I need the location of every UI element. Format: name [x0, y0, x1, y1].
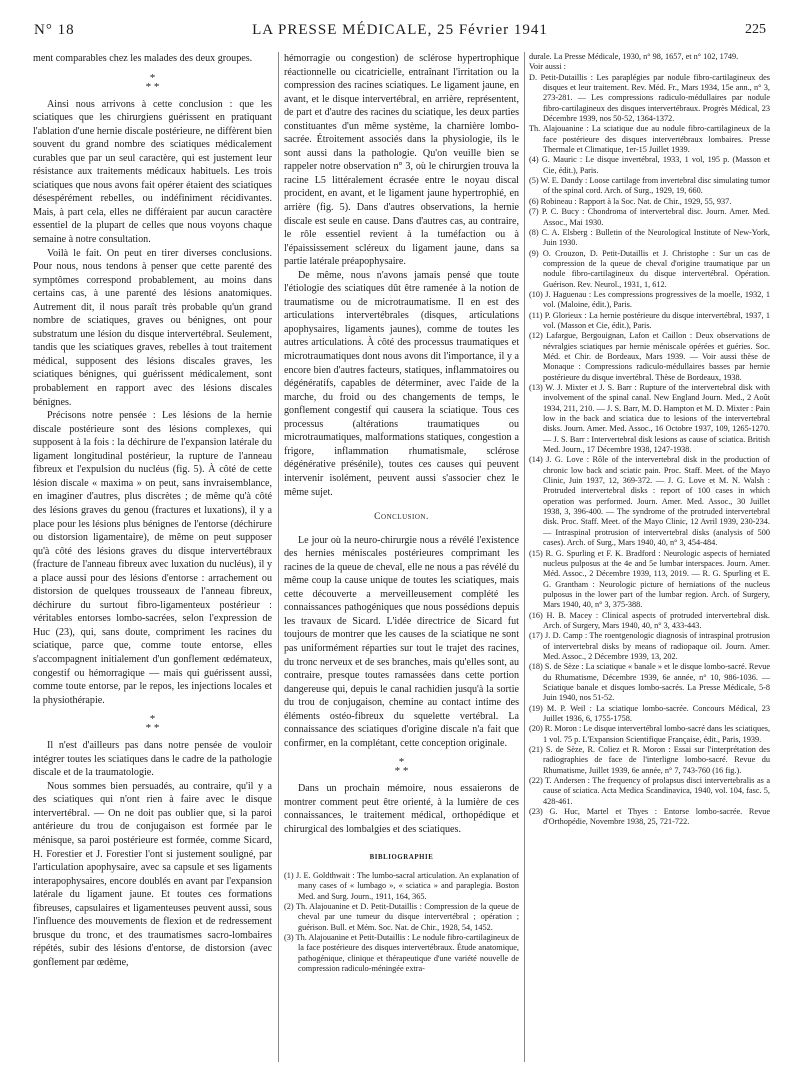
bibliography-entry: (15) R. G. Spurling et F. K. Bradford : Neurologic aspects of herniated nucleus pulposus at the 4e and 5e lumbar interspaces. Journ. Amer. Méd. Assoc., 2 Décembre 1939, 113, 2019. — R. G. Spurling et E. G. Grantham : Neurologic picture of herniations of the nucleus pulposus in the lower part of the lumbar region. Arch. of Surgery, Mars 1940, 40, n° 3, 375-388. [529, 548, 770, 610]
bibliography-entry: (17) J. D. Camp : The roentgenologic diagnosis of intraspinal protrusion of intervertebral disks by means of radiopaque oil. Journ. Amer. Med. Assoc., 2 Décembre 1939, 13, 202. [529, 631, 770, 661]
bibliography-entry: (4) G. Mauric : Le disque invertébral, 1933, 1 vol, 195 p. (Masson et Cie, édit.), Paris. [529, 155, 770, 175]
paragraph: Voilà le fait. On peut en tirer diverses conclusions. Pour nous, nous tendons à penser que cette parenté des symptômes correspond probablement, au moins dans certains cas, à une parenté des lésions anatomiques. Autrement dit, il nous paraît très probable qu'un grand nombre de sciatiques, graves ou bénignes, ont pour substratum une lésion du disque intervertébral. Seulement, tandis que les sciatiques graves, rebelles à tout traitement médical, supposent des lésions discales graves, les sciatiques bénignes, qui guérissent médicalement, sont probablement en rapport avec des lésions discales bénignes. [33, 247, 272, 408]
bibliography-entry: (13) W. J. Mixter et J. S. Barr : Rupture of the intervertebral disk with involvement of the spinal canal. New England Journ. Med., 2 Août 1934, 211, 210. — J. S. Barr, M. D. Hampton et M. D. Mixter : Pain low in the back and sciatica due to lesions of the intervertebral disks. Journ. Amer. Med. Assoc., 16 Octobre 1937, 109, 1265-1270. — J. S. Barr : Intervertebral disk lesions as cause of sciatica. British Med. Journ., 17 Décembre 1938, 1247-1938. [529, 383, 770, 455]
section-separator: * * * [145, 713, 160, 735]
bibliography-entry: (14) J. G. Love : Rôle of the intervertebral disk in the production of chronic low back and sciatic pain. Proc. Staff. Meet. of the Mayo Clinic, Juin 1937, 12, 369-372. — J. G. Love et M. N. Walsh : Protruded intervertebral disks : report of 100 cases in which operation was performed. Journ. Amer. Med. Assoc., 30 Juillet 1938, 3, 396-400. — The syndrome of the protruded intervertebral disk. Proc. Staff. Meet. of the Mayo Clinic, 12 Avril 1939, 230-234. — Intraspinal protrusion of intervertebral disks (analysis of 500 cases). Arch. of Surg., Mars 1940, 40, n° 3, 454-484. [529, 455, 770, 548]
paragraph: Dans un prochain mémoire, nous essaierons de montrer comment peut être orienté, à la lumière de ces connaissances, le traitement médical, orthopédique et chirurgical des lombalgies et des sciatiques. [284, 783, 519, 835]
bibliography-entry: (11) P. Glorieux : La hernie postérieure du disque intervertébral, 1937, 1 vol. (Masson et Cie, édit.), Paris. [529, 310, 770, 330]
bibliography-entry: (7) P. C. Bucy : Chondroma of intervertebral disc. Journ. Amer. Med. Assoc., Mai 1930. [529, 207, 770, 227]
bibliography-entry: Voir aussi : [529, 62, 566, 72]
bibliography-entry: (6) Robineau : Rapport à la Soc. Nat. de Chir., 1929, 55, 937. [529, 196, 732, 206]
section-separator: * * * [394, 756, 409, 778]
bibliography-entry: (5) W. E. Dandy : Loose cartilage from invertebral disc simulating tumor of the spinal cord. Arch. of Surg., 1929, 19, 660. [529, 176, 770, 196]
column-2 [284, 52, 519, 975]
page-number: 225 [745, 22, 766, 37]
issue-number: N° 18 [34, 22, 75, 38]
bibliography-entry: (3) Th. Alajouanine et Petit-Dutaillis : Le nodule fibro-cartilagineux de la face postérieure des disques intervertébraux. Étude anatomique, pathogénique, clinique et thérapeutique d'une variété nouvelle de compression radiculo-méningée extra- [284, 933, 519, 974]
section-separator: * * * [145, 71, 160, 93]
column-rule-2 [524, 52, 525, 1062]
paragraph: Il n'est d'ailleurs pas dans notre pensée de vouloir intégrer toutes les sciatiques dans le cadre de la pathologie discale et de la traumatologie. [33, 740, 272, 779]
page-header [34, 22, 766, 44]
bibliography-heading: BIBLIOGRAPHIE [369, 853, 434, 861]
bibliography-entry: (2) Th. Alajouanine et D. Petit-Dutaillis : Compression de la queue de cheval par une tumeur du disque intervertébral ; opération ; guérison. Bull. et Mém. Soc. Nat. de Chir., 1928, 54, 1452. [284, 902, 519, 932]
column-3-bibliography [529, 52, 770, 828]
bibliography-entry: (18) S. de Sèze : La sciatique « banale » et le disque lombo-sacré. Revue du Rhumatisme, Décembre 1939, 6e année, n° 10, 986-1036. — Sciatique banale et disques lombo-sacrés. La Presse Médicale, 5-8 Juin 1940, nos 51-52. [529, 662, 770, 703]
bibliography-entry: D. Petit-Dutaillis : Les paraplégies par nodule fibro-cartilagineux des disques et leur traitement. Rev. Méd. Fr., Mars 1934, 15e ann., n° 3, 273-281. — Les compressions radiculo-médullaires par nodule fibro-cartilagineux des disques intervertébraux. Progrès Médical, 23 Décembre 1939, nos 50-52, 1364-1372. [529, 72, 770, 124]
bibliography-entry: Th. Alajouanine : La sciatique due au nodule fibro-cartilagineux de la face postérieure des disques intervertébraux lombaires. Presse Thermale et Climatique, 1er-15 Juillet 1939. [529, 124, 770, 155]
paragraph: Ainsi nous arrivons à cette conclusion : que les sciatiques que les chirurgiens guérissent en pratiquant l'ablation d'une hernie discale postérieure, ne diffèrent bien souvent du grand nombre des sciatiques médicalement curables que par un seul caractère, qui est justement leur résistance aux traitements médicaux habituels. Les trois sciatiques que nous avons fait opérer étaient des sciatiques désespérément rebelles, ou indéfiniment récidivantes. Mais, à part cela, elles ne différaient par aucun caractère essentiel de la plupart de celles que nous voyons chaque semaine à notre consultation. [33, 98, 272, 246]
bibliography-entry: (22) T. Andersen : The frequency of prolapsus disci intervertebralis as a cause of sciatica. Acta Medica Scandinavica, 1940, vol. 104, fasc. 5, 428-461. [529, 776, 770, 806]
bibliography-list [284, 871, 519, 974]
bibliography-entry: (16) H. B. Macey : Clinical aspects of protruded intervertebral disk. Arch. of Surgery, Mars 1940, 40, n° 3, 433-443. [529, 610, 770, 630]
bibliography-entry: (8) C. A. Elsberg : Bulletin of the Neurological Institute of New-York, Juin 1930. [529, 227, 770, 248]
column-rule-1 [278, 52, 279, 1062]
bibliography-entry: (10) J. Haguenau : Les compressions progressives de la moelle, 1932, 1 vol. (Maloine, édit.), Paris. [529, 289, 770, 310]
bibliography-entry: (12) Lafargue, Bergouignan, Lafon et Caillon : Deux observations de névralgies sciatiques par hernie méniscale opérées et guéries. Soc. Méd. et Chir. de Bordeaux, Mars 1939. — Voir aussi thèse de Monaque : Compressions radiculo-médullaires basses par hernie postérieure du disque invertébral. Thèse de Bordeaux, 1938. [529, 331, 770, 382]
column-1 [33, 52, 272, 969]
bibliography-entry: (21) S. de Sèze, R. Coliez et R. Moron : Essai sur l'interprétation des radiographies de face de l'interligne lombo-sacré. Revue du Rhumatisme, Juillet 1939, 6e année, n° 7, 743-760 (16 fig.). [529, 745, 770, 775]
paragraph: Précisons notre pensée : Les lésions de la hernie discale postérieure sont des lésions complexes, qui supposent à la fois : la déchirure de l'expansion latérale du ligament longitudinal postérieur, la rupture de l'anneau fibreux et l'expulsion du nucléus (fig. 5). À côté de cette lésion discale « maxima » on peut, sans invraisemblance, en imaginer d'autres, plus discrètes ; de même qu'à côté des lésions graves du genou (fractures et luxations), il y a place pour les lésions plus bénignes de l'entorse (déchirure ou distorsion ligamentaire), de même on peut supposer qu'à côté des lésions graves du disque intervertébraux (fracture de l'anneau fibreux avec luxation du nucléus), il y a place aussi pour des lésions d'entorse : arrachement ou distorsion de quelques trousseaux de l'anneau fibreux, déchirure du surtout fibro-ligamenteux postérieur : véritables entorses lombo-sacrées, selon l'expression de Huc (23), qui, sans doute, compriment les racines du sciatique, parce que, comme toute entorse, elles s'accompagnent initialement d'un gonflement œdémateux, congestif ou hémorragique — mais qui guérissent aussi, comme toute entorse, par le repos, les injections locales et la physiothérapie. [33, 410, 272, 706]
paragraph: De même, nous n'avons jamais pensé que toute l'étiologie des sciatiques dût être ramenée à la notion de traumatisme ou de microtraumatisme. Il en est des articulations intervertébrales (disques, articulations apophysaires, ligaments jaunes), comme de toutes les autres articulations. À côté des processus traumatiques et microtraumatiques dont nous avons dit l'importance, il y a encore bien d'autres facteurs, statiques, inflammatoires ou dégénératifs, capables de déterminer, avec l'aide de la marche, du froid ou des changements de temps, le gonflement congestif qui causera la sciatique. Tous ces processus (altérations traumatiques ou microtraumatiques, malformations statiques, congestion a frigore, inflammation rhumatismale, sclérose dégénérative présénile), toutes ces causes qui peuvent intervenir isolément, peuvent aussi s'associer chez le même sujet. [284, 269, 519, 498]
bibliography-entry: (19) M. P. Weil : La sciatique lombo-sacrée. Concours Médical, 23 Juillet 1936, 6, 1755-1758. [529, 703, 770, 723]
paragraph: Le jour où la neuro-chirurgie nous a révélé l'existence des hernies méniscales postérieures comprimant les racines de la queue de cheval, elle ne nous a pas révélé du même coup la cause unique de toutes les sciatiques, mais cette découverte a merveilleusement complété les connaissances pathogéniques que nous possédions depuis les travaux de Sicard. L'idée directrice de Sicard fut toujours de montrer que les causes de la sciatique ne sont pas uniformément réparties sur tout le trajet des racines, du tronc nerveux et de ses branches, mais qu'elles sont, au contraire, presque toutes ramassées dans cette portion dangereuse qui, depuis le canal rachidien jusqu'à la sortie du trou de conjugaison, chemine au contact intime des éléments ostéo-fibreux du squelette vertébral. La connaissance des sciatiques d'origine discale n'a fait que confirmer, en la complétant, cette conception originale. [284, 534, 519, 749]
bibliography-entry: (23) G. Huc, Martel et Thyes : Entorse lombo-sacrée. Revue d'Orthopédie, Novembre 1938, 25, 721-722. [529, 807, 770, 827]
bibliography-entry: durale. La Presse Médicale, 1930, n° 98, 1657, et n° 102, 1749. [529, 52, 739, 61]
paragraph: ment comparables chez les malades des deux groupes. [33, 53, 253, 64]
paragraph: hémorragie ou congestion) de sclérose hypertrophique réactionnelle ou cicatricielle, entraînant l'irritation ou la compression des racines sciatiques. Le ligament jaune, en avant, et le disque intervertébral, en arrière, représentent, de part et d'autre des racines du sciatique, les deux parties constituantes d'un même système, la charnière lombo-sacrée. Étroitement associés dans la physiologie, ils le sont aussi dans la pathologie. Qu'on veuille bien se rappeler notre observation n° 3, où le chirurgien trouva la racine L5 littéralement écrasée entre le noyau discal procident, en avant, et le ligament jaune hypertrophié, en arrière (fig. 5). Dans d'autres observations, la hernie discale est seule en cause. Dans d'autres cas, au contraire, le rôle essentiel revient à la tuméfaction ou à l'épaississement scléreux du ligament jaune, dans sa partie latérale préapophysaire. [284, 53, 519, 268]
bibliography-entry: (9) O. Crouzon, D. Petit-Dutaillis et J. Christophe : Sur un cas de compression de la queue de cheval d'origine traumatique par un nodule fibro-cartilagineux du disque intervertébral. Opération. Guérison. Rev. Neurol., 1931, 1, 612. [529, 248, 770, 289]
journal-title: LA PRESSE MÉDICALE, 25 Février 1941 [252, 22, 548, 38]
section-heading: Conclusion. [374, 512, 429, 523]
bibliography-entry: (20) R. Moron : Le disque intervertébral lombo-sacré dans les sciatiques, 1 vol. 75 p. L'Expansion Scientifique Française, édit., Paris, 1939. [529, 724, 771, 744]
paragraph: Nous sommes bien persuadés, au contraire, qu'il y a des sciatiques qui n'ont rien à faire avec le disque intervertébral. — On ne doit pas oublier que, si la paroi antérieure du trou de conjugaison est formée par le ménisque, sa paroi postérieure est formée, comme Sicard, H. Forestier et J. Forestier l'ont si justement souligné, par l'articulation apophysaire, avec sa capsule et ses ligaments interapophysaires, encore doublés en avant par l'expansion latérale du ligament jaune. Et toutes ces formations fibreuses, capsulaires et ligamenteuses peuvent aussi, sous l'influence des mouvements de flexion et de redressement brusque du tronc, et des traumatismes sacro-lombaires répétés, subir des lésions d'entorse, de distorsion (avec gonflement par œdème, [33, 780, 272, 968]
bibliography-entry: (1) J. E. Goldthwait : The lumbo-sacral articulation. An explanation of many cases of « lumbago », « sciatica » and paraplegia. Boston Med. and Surg. Journ., 1911, 164, 365. [284, 871, 519, 901]
